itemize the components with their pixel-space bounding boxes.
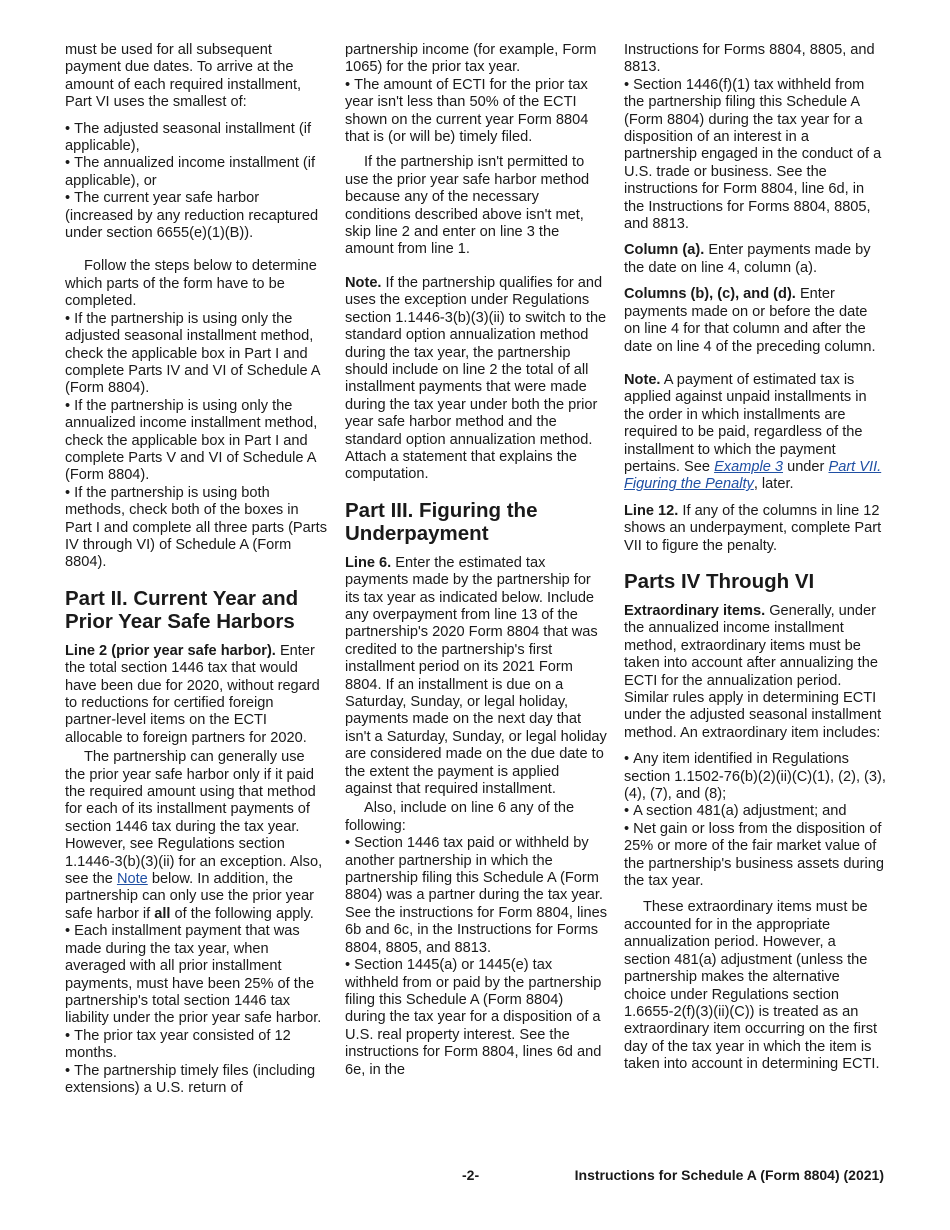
note-link[interactable]: Note bbox=[116, 871, 148, 888]
example-3-link[interactable]: Example 3 bbox=[714, 458, 784, 475]
paragraph-text: below. In addition, the partnership can only use the prior year safe harbor if bbox=[65, 871, 315, 922]
list-item: • The adjusted seasonal installment (if applicable), bbox=[65, 121, 327, 156]
column-2 bbox=[345, 42, 607, 1079]
paragraph-text: Enter payments made by the date on line 4, column (a). bbox=[624, 242, 871, 276]
paragraph: partnership income (for example, Form 1065) for the prior tax year. bbox=[345, 42, 597, 76]
section-heading-part-ii: Part II. Current Year and Prior Year Safe Harbors bbox=[65, 586, 299, 633]
paragraph-text: , later. bbox=[753, 476, 794, 493]
list-item: • If the partnership is using only the adjusted seasonal installment method, check the applicable box in Part I and complete Parts IV and VI of Schedule A (Form 8804). bbox=[65, 311, 327, 398]
note-paragraph bbox=[345, 275, 607, 484]
line-2-paragraph bbox=[65, 643, 327, 747]
part-vii-link[interactable]: Part VII. Figuring the Penalty bbox=[624, 458, 882, 493]
run-in-heading: Line 6. bbox=[345, 554, 392, 571]
bullet-list bbox=[624, 751, 886, 890]
list-item: • Section 1446(f)(1) tax withheld from the partnership filing this Schedule A (Form 8804) during the tax year for a disposition of an interest in a partnership engaged in the conduct of a U.S. trade or business. See the instructions for Form 8804, line 6d, in the Instructions for Forms 8804, 8805, and 8813. bbox=[624, 77, 886, 234]
paragraph-text: The partnership can generally use the prior year safe harbor only if it paid the required amount using that method for each of its installment payments of section 1446 tax during the tax year. However, see Regulations section 1.1446-3(b)(3)(ii) for an exception. Also, see the bbox=[65, 749, 323, 888]
list-item: • Each installment payment that was made during the tax year, when averaged with all prior installment payments, must have been 25% of the partnership's total section 1446 tax liability under the prior year safe harbor. bbox=[65, 923, 327, 1027]
run-in-heading: Note. bbox=[345, 274, 382, 291]
paragraph: must be used for all subsequent payment due dates. To arrive at the amount of each required installment, Part VI uses the smallest of: bbox=[65, 42, 302, 111]
bullet-list bbox=[65, 311, 327, 572]
paragraph-text: Generally, under the annualized income installment method, extraordinary items must be taken into account after annualizing the ECTI for the annualization period. Similar rules apply in determining ECTI under the adjusted seasonal installment method. An extraordinary item includes: bbox=[624, 602, 882, 741]
list-item: • The partnership timely files (including extensions) a U.S. return of bbox=[65, 1063, 327, 1098]
list-item: • The annualized income installment (if applicable), or bbox=[65, 155, 327, 190]
list-item: • The current year safe harbor (increased by any reduction recaptured under section 6655(e)(1)(B)). bbox=[65, 190, 327, 242]
paragraph-text: A payment of estimated tax is applied against unpaid installments in the order in which installments are required to be paid, regardless of the installment to which the payment pertains. See bbox=[624, 371, 867, 475]
paragraph: If the partnership isn't permitted to use the prior year safe harbor method because any of the necessary conditions described above isn't met, skip line 2 and enter on line 3 the amount from line 1. bbox=[345, 154, 590, 258]
paragraph: Instructions for Forms 8804, 8805, and 8813. bbox=[624, 42, 875, 76]
list-item: • The prior tax year consisted of 12 months. bbox=[65, 1028, 327, 1063]
paragraph-text: Enter the estimated tax payments made by the partnership for its tax year as indicated below. Include any overpayment from line 13 of the partnership's 2020 Form 8804 that was credited to the partnership's first installment period on its 2021 Form 8804. If an installment is due on a Saturday, Sunday, or legal holiday, payments made on the next day that isn't a Saturday, Sunday, or legal holiday are considered made on the due date to the extent the payment is applied against that required installment. bbox=[345, 554, 607, 798]
run-in-heading: Line 12. bbox=[624, 502, 679, 519]
bullet-list bbox=[65, 923, 327, 1097]
run-in-heading: Line 2 (prior year safe harbor). bbox=[65, 642, 276, 659]
footer-document-title: Instructions for Schedule A (Form 8804) (2021) bbox=[574, 1167, 884, 1183]
list-item: • If the partnership is using both methods, check both of the boxes in Part I and complete all three parts (Parts IV through VI) of Schedule A (Form 8804). bbox=[65, 485, 327, 572]
paragraph: Follow the steps below to determine which parts of the form have to be completed. bbox=[65, 258, 317, 310]
line-6-paragraph bbox=[345, 555, 607, 799]
paragraph bbox=[65, 749, 327, 923]
columns-bcd-paragraph bbox=[624, 286, 886, 356]
paragraph: These extraordinary items must be accounted for in the appropriate annualization period. However, a section 481(a) adjustment (unless the partnership makes the alternative choice under Regulations section 1.6655-2(f)(3)(ii)(C)) is treated as an extraordinary item occurring on the first day of the tax year in which the item is taken into account in determining ECTI. bbox=[624, 899, 880, 1073]
note-paragraph bbox=[624, 372, 886, 494]
emphasis-text: all bbox=[154, 905, 171, 922]
bullet-list bbox=[345, 835, 607, 1079]
page-number: -2- bbox=[462, 1167, 480, 1183]
run-in-heading: Note. bbox=[624, 371, 661, 388]
paragraph-text: Enter the total section 1446 tax that would have been due for 2020, without regard to reductions for certified foreign partner-level items on the ECTI allocable to foreign partners for 2020. bbox=[65, 642, 320, 746]
list-item: • Section 1446 tax paid or withheld by another partnership in which the partnership filing this Schedule A (Form 8804) was a partner during the tax year. See the instructions for Form 8804, lines 6b and 6c, in the Instructions for Forms 8804, 8805, and 8813. bbox=[345, 835, 607, 957]
bullet-list bbox=[624, 77, 886, 234]
paragraph-text: Enter payments made on or before the date on line 4 for that column and after the date on line 4 of the preceding column. bbox=[624, 286, 876, 355]
list-item: • Any item identified in Regulations section 1.1502-76(b)(2)(ii)(C)(1), (2), (3), (4), (7), and (8); bbox=[624, 751, 886, 803]
column-1 bbox=[65, 42, 327, 1097]
run-in-heading: Column (a). bbox=[624, 242, 705, 259]
bullet-list bbox=[65, 121, 327, 243]
bullet-list bbox=[345, 77, 607, 147]
list-item: • Net gain or loss from the disposition of 25% or more of the fair market value of the partnership's business assets during the tax year. bbox=[624, 821, 886, 891]
extraordinary-items-paragraph bbox=[624, 603, 886, 742]
list-item: • A section 481(a) adjustment; and bbox=[624, 803, 886, 820]
line-12-paragraph bbox=[624, 503, 886, 555]
list-item: • If the partnership is using only the annualized income installment method, check the applicable box in Part I and complete Parts V and VI of Schedule A (Form 8804). bbox=[65, 398, 327, 485]
column-a-paragraph bbox=[624, 242, 886, 277]
list-item: • Section 1445(a) or 1445(e) tax withheld from or paid by the partnership filing this Schedule A (Form 8804) during the tax year for a disposition of a U.S. real property interest. See the instructions for Form 8804, lines 6d and 6e, in the bbox=[345, 957, 607, 1079]
list-item: • The amount of ECTI for the prior tax year isn't less than 50% of the ECTI shown on the current year Form 8804 that is (or will be) timely filed. bbox=[345, 77, 607, 147]
run-in-heading: Columns (b), (c), and (d). bbox=[624, 286, 796, 303]
paragraph-text: If any of the columns in line 12 shows an underpayment, complete Part VII to figure the penalty. bbox=[624, 502, 882, 554]
section-heading-parts-iv-vi: Parts IV Through VI bbox=[624, 569, 815, 593]
section-heading-part-iii: Part III. Figuring the Underpayment bbox=[345, 498, 538, 545]
run-in-heading: Extraordinary items. bbox=[624, 602, 766, 619]
paragraph-text: of the following apply. bbox=[174, 905, 314, 922]
column-3 bbox=[624, 42, 886, 1083]
paragraph-text: under bbox=[787, 458, 825, 475]
paragraph-text: If the partnership qualifies for and uses the exception under Regulations section 1.1446-3(b)(3)(ii) to switch to the standard option annualization method during the tax year, the partnership should include on line 2 the total of all installment payments that were made during the tax year under both the prior year safe harbor method and the standard option annualization method. Attach a statement that explains the computation. bbox=[345, 274, 607, 483]
paragraph: Also, include on line 6 any of the following: bbox=[345, 800, 575, 834]
